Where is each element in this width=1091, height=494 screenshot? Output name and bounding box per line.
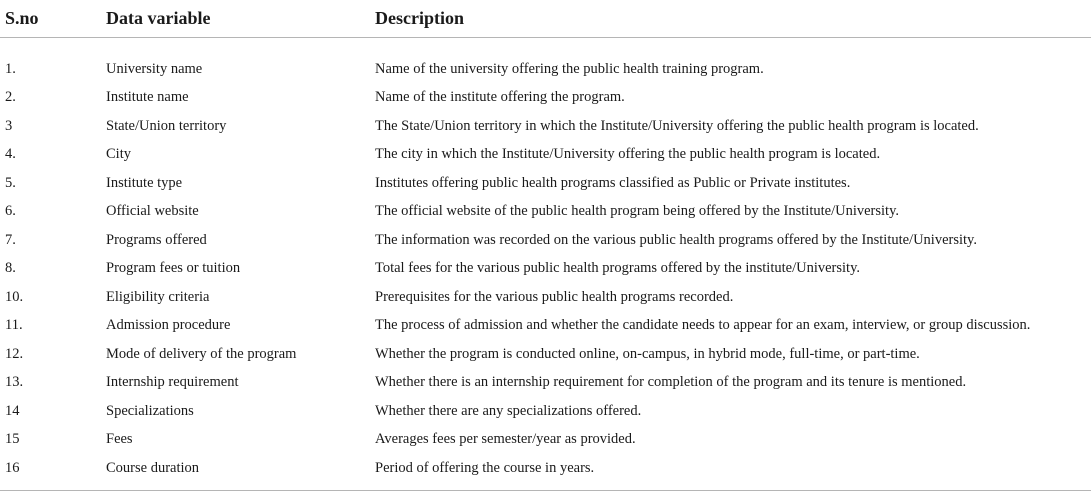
table-row	[0, 38, 1091, 84]
header-data-variable: Data variable	[106, 0, 375, 38]
table-body	[0, 38, 1091, 493]
cell-data-variable: Specializations	[106, 402, 194, 419]
header-description: Description	[375, 0, 1091, 38]
table-row	[0, 369, 1091, 398]
cell-sno: 12.	[5, 345, 24, 362]
cell-data-variable: Admission procedure	[106, 317, 231, 334]
cell-sno: 4.	[5, 146, 16, 163]
cell-data-variable: Mode of delivery of the program	[106, 345, 297, 362]
cell-data-variable: Internship requirement	[106, 374, 239, 391]
cell-data-variable: Institute name	[106, 89, 189, 106]
table-row	[0, 141, 1091, 170]
cell-description: Institutes offering public health programs classified as Public or Private institutes.	[375, 174, 851, 191]
cell-description: Whether there are any specializations offered.	[375, 402, 642, 419]
table-row	[0, 198, 1091, 227]
cell-data-variable: Institute type	[106, 174, 183, 191]
cell-data-variable: City	[106, 146, 131, 163]
cell-description: Period of offering the course in years.	[375, 459, 595, 476]
table-row	[0, 169, 1091, 198]
cell-sno: 11.	[5, 317, 23, 334]
cell-description: Prerequisites for the various public health programs recorded.	[375, 288, 734, 305]
cell-data-variable: Eligibility criteria	[106, 288, 210, 305]
cell-description: Whether there is an internship requirement for completion of the program and its tenure is mentioned.	[375, 374, 967, 391]
cell-description: Whether the program is conducted online, on-campus, in hybrid mode, full-time, or part-time.	[375, 345, 920, 362]
cell-description: The city in which the Institute/University offering the public health program is located.	[375, 146, 881, 163]
cell-sno: 15	[5, 431, 20, 448]
cell-sno: 16	[5, 459, 20, 476]
table-row	[0, 340, 1091, 369]
cell-description: Name of the institute offering the program.	[375, 89, 625, 106]
table-row	[0, 426, 1091, 455]
header-row	[0, 0, 1091, 38]
cell-data-variable: State/Union territory	[106, 117, 227, 134]
table-row	[0, 112, 1091, 141]
cell-sno: 8.	[5, 260, 16, 277]
table-row	[0, 226, 1091, 255]
table-row	[0, 397, 1091, 426]
cell-description: The information was recorded on the various public health programs offered by the Institute/University.	[375, 231, 977, 248]
table-bottom-rule	[0, 490, 1091, 491]
cell-description: The process of admission and whether the candidate needs to appear for an exam, interview, or group discussion.	[375, 317, 1031, 334]
cell-description: Total fees for the various public health programs offered by the institute/University.	[375, 260, 861, 277]
table-row	[0, 84, 1091, 113]
cell-sno: 10.	[5, 288, 24, 305]
cell-data-variable: University name	[106, 60, 203, 77]
cell-data-variable: Fees	[106, 431, 133, 448]
cell-data-variable: Course duration	[106, 459, 200, 476]
cell-description: Averages fees per semester/year as provided.	[375, 431, 636, 448]
table-row	[0, 454, 1091, 493]
cell-sno: 1.	[5, 60, 16, 77]
cell-description: The official website of the public health program being offered by the Institute/University.	[375, 203, 899, 220]
cell-data-variable: Programs offered	[106, 231, 207, 248]
cell-sno: 14	[5, 402, 20, 419]
header-sno: S.no	[0, 0, 106, 38]
cell-sno: 13.	[5, 374, 24, 391]
table-row	[0, 255, 1091, 284]
cell-data-variable: Program fees or tuition	[106, 260, 241, 277]
cell-sno: 6.	[5, 203, 16, 220]
table-header	[0, 0, 1091, 38]
cell-data-variable: Official website	[106, 203, 199, 220]
cell-sno: 5.	[5, 174, 16, 191]
table-row	[0, 312, 1091, 341]
cell-description: Name of the university offering the public health training program.	[375, 60, 764, 77]
cell-description: The State/Union territory in which the Institute/University offering the public health program is located.	[375, 117, 979, 134]
cell-sno: 2.	[5, 89, 16, 106]
cell-sno: 3	[5, 117, 13, 134]
table-row	[0, 283, 1091, 312]
cell-sno: 7.	[5, 231, 16, 248]
